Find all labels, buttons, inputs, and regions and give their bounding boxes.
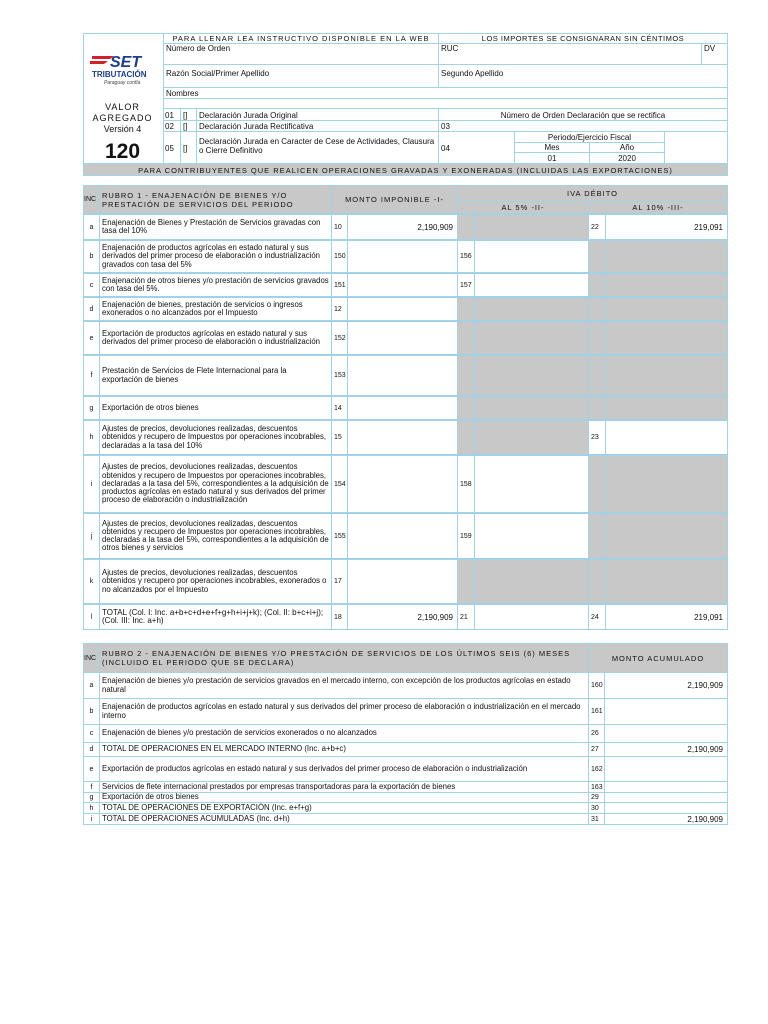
box-code — [588, 355, 606, 396]
inc-letter: d — [83, 742, 100, 757]
box-code — [588, 396, 606, 420]
iva-5-field[interactable] — [474, 321, 589, 355]
razon-social-label: Razón Social/Primer Apellido — [166, 69, 270, 78]
iva-5-field[interactable] — [474, 273, 589, 297]
iva-10-field[interactable] — [605, 297, 728, 321]
box-code — [457, 321, 475, 355]
monto-imponible-field[interactable] — [347, 420, 458, 455]
box-code: 158 — [457, 455, 475, 513]
box-code — [457, 559, 475, 604]
inc-letter: e — [83, 756, 100, 782]
set-logo — [88, 50, 160, 100]
box-code: 156 — [457, 240, 475, 273]
row-description: Enajenación de bienes y/o prestación de servicios exonerados o no alcanzados — [99, 724, 589, 743]
iva-10-field[interactable] — [605, 321, 728, 355]
box-code: 163 — [588, 781, 605, 793]
inc-letter: d — [83, 297, 100, 321]
box-code — [588, 273, 606, 297]
monto-imponible-field[interactable]: 2,190,909 — [347, 214, 458, 240]
form-title-line1: VALOR — [105, 102, 140, 112]
iva-5-field[interactable] — [474, 604, 589, 630]
centimos-text: LOS IMPORTES SE CONSIGNARAN SIN CÉNTIMOS — [481, 34, 685, 43]
iva-5-field[interactable] — [474, 214, 589, 240]
iva-10-field[interactable] — [605, 355, 728, 396]
box-code: 26 — [588, 724, 605, 743]
monto-acumulado-field[interactable] — [604, 724, 728, 743]
row-description: Exportación de otros bienes — [99, 792, 589, 803]
row-description: Enajenación de productos agrícolas en estado natural y sus derivados del primer proceso de elaboración o industrialización gravados con tasa del 5% — [99, 240, 332, 273]
rectifica-label: Número de Orden Declaración que se rectifica — [438, 108, 728, 121]
decl-code-01: 01 — [163, 108, 181, 121]
row-description: Ajustes de precios, devoluciones realizadas, descuentos obtenidos y recupero de Impuestos por operaciones incobrables, declaradas a la tasa del 5%, correspondientes a la adquisición de otros bienes y servicios — [99, 513, 332, 559]
box-code — [588, 321, 606, 355]
dv-field[interactable] — [701, 43, 728, 65]
razon-social-field[interactable] — [163, 64, 439, 88]
logo-sub: TRIBUTACIÓN — [92, 70, 147, 79]
row-description: TOTAL DE OPERACIONES ACUMULADAS (Inc. d+h) — [99, 813, 589, 825]
inc-letter: c — [83, 273, 100, 297]
iva-10-field[interactable] — [605, 559, 728, 604]
iva-5-field[interactable] — [474, 513, 589, 559]
svg-text:SET: SET — [110, 54, 142, 71]
iva-5-field[interactable] — [474, 355, 589, 396]
inc-letter: i — [83, 455, 100, 513]
monto-imponible-field[interactable] — [347, 321, 458, 355]
iva-5-field[interactable] — [474, 240, 589, 273]
box-code: 153 — [331, 355, 348, 396]
inc-letter: k — [83, 559, 100, 604]
box-code: 151 — [331, 273, 348, 297]
box-code: 12 — [331, 297, 348, 321]
logo-tagline: Paraguay confía — [104, 80, 141, 86]
decl-code-05: 05 — [163, 131, 181, 164]
box-code: 150 — [331, 240, 348, 273]
rubro1-iva-header: IVA DÉBITO — [457, 185, 728, 202]
box-code — [457, 396, 475, 420]
box-code — [457, 297, 475, 321]
monto-acumulado-field[interactable]: 2,190,909 — [604, 813, 728, 825]
decl-label-05: Declaración Jurada en Caracter de Cese de Actividades, Clausura o Cierre Definitivo — [196, 131, 439, 164]
iva-10-field[interactable] — [605, 396, 728, 420]
box-code: 161 — [588, 698, 605, 725]
iva-10-field[interactable]: 219,091 — [605, 604, 728, 630]
inc-letter: b — [83, 240, 100, 273]
box-code: 15 — [331, 420, 348, 455]
box-code: 23 — [588, 420, 606, 455]
box-code: 18 — [331, 604, 348, 630]
box-code — [457, 214, 475, 240]
instructivo-text: PARA LLENAR LEA INSTRUCTIVO DISPONIBLE EN LA WEB — [172, 34, 430, 43]
iva-10-field[interactable] — [605, 420, 728, 455]
row-description: Prestación de Servicios de Flete Internacional para la exportación de bienes — [99, 355, 332, 396]
code-03: 03 — [441, 122, 450, 131]
iva-5-field[interactable] — [474, 420, 589, 455]
iva-10-field[interactable] — [605, 455, 728, 513]
nombres-label: Nombres — [166, 89, 199, 98]
monto-imponible-field[interactable] — [347, 396, 458, 420]
form-version: Versión 4 — [103, 124, 142, 134]
box-code: 31 — [588, 813, 605, 825]
rubro2-monto-header: MONTO ACUMULADO — [588, 643, 728, 673]
segundo-apellido-label: Segundo Apellido — [441, 69, 504, 78]
box-code — [457, 355, 475, 396]
row-description: Servicios de flete internacional prestados por empresas transportadoras para la exportación de bienes — [99, 781, 589, 793]
decl-code-02: 02 — [163, 120, 181, 132]
box-code: 17 — [331, 559, 348, 604]
iva-5-field[interactable] — [474, 455, 589, 513]
box-code: 27 — [588, 742, 605, 757]
iva-10-field[interactable]: 219,091 — [605, 214, 728, 240]
inc-letter: f — [83, 781, 100, 793]
inc-letter: c — [83, 724, 100, 743]
box-code: 14 — [331, 396, 348, 420]
decl-checkbox-01[interactable]: [] — [180, 108, 197, 121]
periodo-spacer — [664, 131, 728, 164]
inc-letter: j — [83, 513, 100, 559]
form-title-line2: AGREGADO — [92, 113, 153, 123]
inc-letter: e — [83, 321, 100, 355]
monto-imponible-field[interactable] — [347, 513, 458, 559]
monto-acumulado-field[interactable] — [604, 756, 728, 782]
box-code: 24 — [588, 604, 606, 630]
numero-orden-label: Número de Orden — [166, 44, 231, 53]
box-code: 162 — [588, 756, 605, 782]
row-description: Ajustes de precios, devoluciones realizadas, descuentos obtenidos y recupero por operaciones incobrables, exonerados o no alcanzados por el Impuesto — [99, 559, 332, 604]
monto-imponible-field[interactable] — [347, 355, 458, 396]
box-code: 160 — [588, 672, 605, 699]
box-code: 10 — [331, 214, 348, 240]
rubro1-inc-header: INC — [83, 185, 100, 214]
periodo-label: Periodo/Ejercicio Fiscal — [514, 131, 665, 143]
monto-acumulado-field[interactable]: 2,190,909 — [604, 672, 728, 699]
row-description: Enajenación de Bienes y Prestación de Servicios gravadas con tasa del 10% — [99, 214, 332, 240]
numero-orden-field[interactable] — [163, 43, 439, 65]
box-code: 154 — [331, 455, 348, 513]
box-code — [588, 513, 606, 559]
row-description: Ajustes de precios, devoluciones realizadas, descuentos obtenidos y recupero de Impuestos por operaciones incobrables, declaradas a la tasa del 10% — [99, 420, 332, 455]
row-description: Exportación de productos agrícolas en estado natural y sus derivados del primer proceso de elaboración o industrialización — [99, 756, 589, 782]
row-description: Enajenación de productos agrícolas en estado natural y sus derivados del primer proceso de elaboración o industrialización en el mercado interno — [99, 698, 589, 725]
anio-label: Año — [589, 142, 665, 153]
inc-letter: g — [83, 396, 100, 420]
box-code: 152 — [331, 321, 348, 355]
inc-letter: g — [83, 792, 100, 803]
box-code: 159 — [457, 513, 475, 559]
box-code — [588, 559, 606, 604]
box-code — [588, 297, 606, 321]
code-04: 04 — [441, 144, 450, 153]
row-description: Enajenación de bienes, prestación de servicios o ingresos exonerados o no alcanzados por el Impuesto — [99, 297, 332, 321]
box-code: 157 — [457, 273, 475, 297]
row-description: TOTAL DE OPERACIONES EN EL MERCADO INTERNO (Inc. a+b+c) — [99, 742, 589, 757]
box-code: 21 — [457, 604, 475, 630]
row-description: Exportación de otros bienes — [99, 396, 332, 420]
code-04-cell — [438, 131, 515, 164]
iva-10-field[interactable] — [605, 240, 728, 273]
inc-letter: i — [83, 813, 100, 825]
monto-acumulado-field[interactable] — [604, 698, 728, 725]
row-description: TOTAL DE OPERACIONES DE EXPORTACIÓN (Inc. e+f+g) — [99, 802, 589, 814]
row-description: TOTAL (Col. I: Inc. a+b+c+d+e+f+g+h+i+j+k); (Col. II: b+c+i+j); (Col. III: Inc. a+h) — [99, 604, 332, 630]
anio-field[interactable]: 2020 — [589, 152, 665, 164]
monto-imponible-field[interactable] — [347, 297, 458, 321]
iva-5-field[interactable] — [474, 559, 589, 604]
inc-letter: a — [83, 214, 100, 240]
decl-checkbox-02[interactable]: [] — [180, 120, 197, 132]
inc-letter: a — [83, 672, 100, 699]
rubro2-title: RUBRO 2 - ENAJENACIÓN DE BIENES Y/O PRESTACIÓN DE SERVICIOS DE LOS ÚLTIMOS SEIS (6) MESES (INCLUIDO EL PERIODO QUE SE DECLARA) — [99, 643, 589, 673]
monto-imponible-field[interactable] — [347, 455, 458, 513]
rubro2-inc-header: INC — [83, 643, 100, 673]
mes-field[interactable]: 01 — [514, 152, 590, 164]
box-code: 22 — [588, 214, 606, 240]
row-description: Exportación de productos agrícolas en estado natural y sus derivados del primer proceso de elaboración o industrialización — [99, 321, 332, 355]
monto-imponible-field[interactable] — [347, 273, 458, 297]
inc-letter: l — [83, 604, 100, 630]
rubro1-title: RUBRO 1 - ENAJENACIÓN DE BIENES Y/O PRESTACIÓN DE SERVICIOS DEL PERIODO — [99, 185, 332, 214]
rubro1-al10-header: AL 10% -III- — [588, 201, 728, 214]
row-description: Enajenación de otros bienes y/o prestación de servicios gravados con tasa del 5%. — [99, 273, 332, 297]
row-description: Ajustes de precios, devoluciones realizadas, descuentos obtenidos y recupero de Impuestos por operaciones incobrables, declaradas a la tasa del 5%, correspondientes a la adquisición de productos agrícolas en estado natural y sus derivados del primer proceso de elaboración o industrialización — [99, 455, 332, 513]
form-number: 120 — [104, 140, 141, 163]
iva-5-field[interactable] — [474, 396, 589, 420]
row-description: Enajenación de bienes y/o prestación de servicios gravados en el mercado interno, con excepción de los productos agrícolas en estado natural — [99, 672, 589, 699]
inc-letter: h — [83, 802, 100, 814]
ruc-field[interactable] — [438, 43, 702, 65]
monto-imponible-field[interactable] — [347, 240, 458, 273]
segundo-apellido-field[interactable] — [438, 64, 728, 88]
iva-10-field[interactable] — [605, 513, 728, 559]
rubro1-al5-header: AL 5% -II- — [457, 201, 589, 214]
iva-5-field[interactable] — [474, 297, 589, 321]
box-code — [588, 455, 606, 513]
inc-letter: h — [83, 420, 100, 455]
box-code — [588, 240, 606, 273]
monto-acumulado-field[interactable]: 2,190,909 — [604, 742, 728, 757]
monto-imponible-field[interactable]: 2,190,909 — [347, 604, 458, 630]
decl-checkbox-05[interactable]: [] — [180, 131, 197, 164]
box-code: 30 — [588, 802, 605, 814]
decl-label-01: Declaración Jurada Original — [196, 108, 439, 121]
decl-label-02: Declaración Jurada Rectificativa — [196, 120, 439, 132]
contribuyentes-banner: PARA CONTRIBUYENTES QUE REALICEN OPERACIONES GRAVADAS Y EXONERADAS (INCLUIDAS LAS EXPORTACIONES) — [83, 163, 728, 176]
box-code: 29 — [588, 792, 605, 803]
dv-label: DV — [704, 44, 716, 53]
box-code — [457, 420, 475, 455]
monto-imponible-field[interactable] — [347, 559, 458, 604]
ruc-label: RUC — [441, 44, 459, 53]
inc-letter: b — [83, 698, 100, 725]
rubro1-monto-header: MONTO IMPONIBLE -I- — [331, 185, 458, 214]
inc-letter: f — [83, 355, 100, 396]
mes-label: Mes — [514, 142, 590, 153]
iva-10-field[interactable] — [605, 273, 728, 297]
box-code: 155 — [331, 513, 348, 559]
